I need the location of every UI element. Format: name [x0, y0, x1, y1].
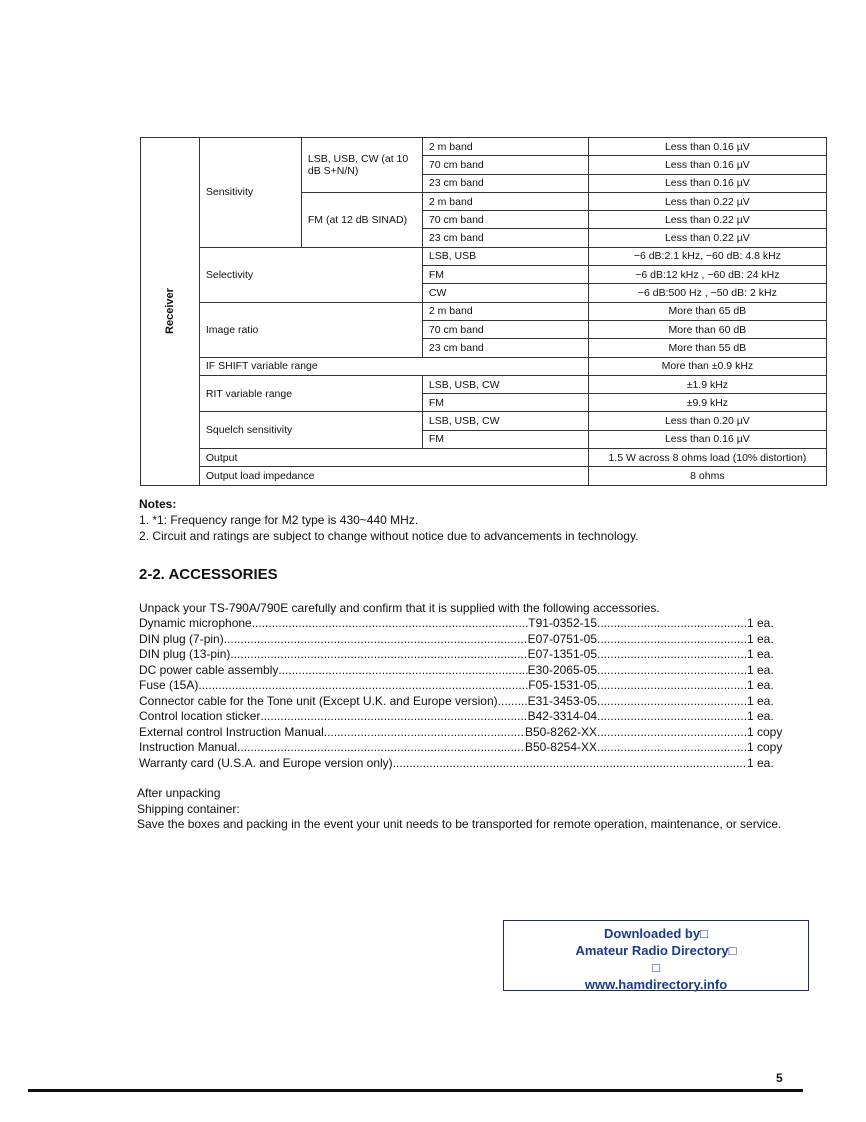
- value-cell: −6 dB:2.1 kHz, −60 dB: 4.8 kHz: [588, 247, 826, 265]
- leader-dots: [393, 756, 747, 772]
- mode-cell: LSB, USB, CW: [422, 375, 588, 393]
- mode-cell: CW: [422, 284, 588, 302]
- accessory-name: DC power cable assembly: [139, 662, 279, 677]
- value-cell: Less than 0.22 µV: [588, 211, 826, 229]
- after-unpacking: [137, 786, 797, 833]
- download-link[interactable]: www.hamdirectory.info: [584, 977, 728, 992]
- band-cell: 23 cm band: [422, 339, 588, 357]
- band-cell: 23 cm band: [422, 229, 588, 247]
- mode-cell: FM: [422, 430, 588, 448]
- leader-dots: [597, 740, 747, 756]
- leader-dots: [597, 725, 747, 741]
- quantity: 1 ea.: [747, 616, 774, 630]
- leader-dots: [230, 647, 527, 663]
- value-cell: ±9.9 kHz: [588, 394, 826, 412]
- image-ratio-label: Image ratio: [199, 302, 422, 357]
- ssb-condition: LSB, USB, CW (at 10 dB S+N/N): [301, 138, 422, 193]
- accessory-item: [139, 756, 789, 772]
- band-cell: 70 cm band: [422, 156, 588, 174]
- value-cell: Less than 0.16 µV: [588, 430, 826, 448]
- quantity: 1 ea.: [747, 693, 774, 708]
- after-heading: After unpacking: [137, 786, 221, 800]
- accessory-item: [139, 694, 789, 710]
- selectivity-label: Selectivity: [199, 247, 422, 302]
- accessory-item: [139, 663, 789, 679]
- sensitivity-label: Sensitivity: [199, 138, 301, 248]
- accessory-item: [139, 632, 789, 648]
- value-cell: 8 ohms: [588, 467, 826, 485]
- receiver-spec-table: [140, 137, 827, 486]
- mode-cell: LSB, USB: [422, 247, 588, 265]
- notes: [139, 496, 638, 544]
- band-cell: 2 m band: [422, 302, 588, 320]
- leader-dots: [260, 709, 527, 725]
- receiver-label: Receiver: [141, 138, 200, 486]
- footer-rule: [28, 1089, 803, 1092]
- part-number: B42-3314-04: [527, 709, 597, 723]
- accessory-name: Warranty card (U.S.A. and Europe version only): [139, 755, 393, 770]
- output-label: Output: [199, 449, 588, 467]
- quantity: 1 ea.: [747, 709, 774, 723]
- quantity: 1 ea.: [747, 631, 774, 646]
- band-cell: 70 cm band: [422, 211, 588, 229]
- accessory-item: [139, 647, 789, 663]
- leader-dots: [252, 616, 529, 632]
- accessories-intro: Unpack your TS-790A/790E carefully and confirm that it is supplied with the following accessories.: [139, 601, 660, 615]
- leader-dots: [324, 725, 525, 741]
- leader-dots: [224, 632, 528, 648]
- part-number: E07-0751-05: [527, 631, 597, 646]
- notes-heading: Notes:: [139, 497, 177, 511]
- part-number: E31-3453-05: [527, 693, 597, 708]
- accessory-name: Instruction Manual: [139, 740, 238, 754]
- quantity: 1 ea.: [747, 647, 774, 661]
- accessory-item: [139, 740, 789, 756]
- page-number: 5: [776, 1071, 783, 1085]
- leader-dots: [597, 678, 747, 694]
- mode-cell: FM: [422, 394, 588, 412]
- accessory-name: DIN plug (7-pin): [139, 631, 224, 646]
- accessories-list: [139, 616, 789, 771]
- quantity: 1 ea.: [747, 662, 774, 677]
- quantity: 1 ea.: [747, 678, 774, 692]
- accessory-item: [139, 709, 789, 725]
- part-number: B50-8262-XX: [524, 724, 597, 739]
- download-line: □: [652, 960, 660, 975]
- value-cell: Less than 0.16 µV: [588, 174, 826, 192]
- part-number: T91-0352-15: [528, 616, 597, 630]
- accessory-name: Dynamic microphone: [139, 616, 252, 630]
- part-number: F05-1531-05: [528, 678, 597, 692]
- accessory-item: [139, 725, 789, 741]
- value-cell: Less than 0.16 µV: [588, 138, 826, 156]
- value-cell: More than 60 dB: [588, 320, 826, 338]
- accessory-name: Connector cable for the Tone unit (Except U.K. and Europe version): [139, 693, 498, 708]
- download-line: Downloaded by□: [604, 926, 708, 941]
- accessory-name: External control Instruction Manual: [139, 724, 324, 739]
- leader-dots: [597, 694, 747, 710]
- part-number: E30-2065-05: [527, 662, 597, 677]
- part-number: E07-1351-05: [527, 647, 597, 661]
- value-cell: More than 65 dB: [588, 302, 826, 320]
- quantity: 1 copy: [747, 724, 783, 739]
- value-cell: Less than 0.22 µV: [588, 229, 826, 247]
- if-shift-label: IF SHIFT variable range: [199, 357, 588, 375]
- value-cell: More than 55 dB: [588, 339, 826, 357]
- band-cell: 70 cm band: [422, 320, 588, 338]
- value-cell: Less than 0.16 µV: [588, 156, 826, 174]
- leader-dots: [198, 678, 528, 694]
- accessory-item: [139, 616, 789, 632]
- mode-cell: FM: [422, 266, 588, 284]
- rit-label: RIT variable range: [199, 375, 422, 412]
- value-cell: 1.5 W across 8 ohms load (10% distortion): [588, 449, 826, 467]
- download-stamp: [503, 920, 809, 991]
- band-cell: 23 cm band: [422, 174, 588, 192]
- leader-dots: [597, 709, 747, 725]
- leader-dots: [597, 616, 747, 632]
- leader-dots: [498, 694, 528, 710]
- note-item: 1. *1: Frequency range for M2 type is 430~440 MHz.: [139, 513, 419, 527]
- value-cell: More than ±0.9 kHz: [588, 357, 826, 375]
- value-cell: ±1.9 kHz: [588, 375, 826, 393]
- accessory-name: Control location sticker: [139, 709, 261, 723]
- squelch-label: Squelch sensitivity: [199, 412, 422, 449]
- leader-dots: [597, 632, 747, 648]
- accessory-item: [139, 678, 789, 694]
- quantity: 1 ea.: [747, 755, 774, 770]
- value-cell: Less than 0.22 µV: [588, 192, 826, 210]
- leader-dots: [597, 647, 747, 663]
- part-number: B50-8254-XX: [524, 740, 597, 754]
- band-cell: 2 m band: [422, 192, 588, 210]
- value-cell: −6 dB:500 Hz , −50 dB: 2 kHz: [588, 284, 826, 302]
- download-line: Amateur Radio Directory□: [575, 943, 737, 958]
- leader-dots: [237, 740, 525, 756]
- value-cell: Less than 0.20 µV: [588, 412, 826, 430]
- shipping-heading: Shipping container:: [137, 801, 240, 816]
- impedance-label: Output load impedance: [199, 467, 588, 485]
- band-cell: 2 m band: [422, 138, 588, 156]
- quantity: 1 copy: [747, 740, 783, 754]
- mode-cell: LSB, USB, CW: [422, 412, 588, 430]
- shipping-text: Save the boxes and packing in the event your unit needs to be transported for remote operation, maintenance, or service.: [137, 817, 782, 831]
- value-cell: −6 dB:12 kHz , −60 dB: 24 kHz: [588, 266, 826, 284]
- section-title: 2-2. ACCESSORIES: [139, 566, 278, 583]
- leader-dots: [278, 663, 527, 679]
- fm-condition: FM (at 12 dB SINAD): [301, 192, 422, 247]
- note-item: 2. Circuit and ratings are subject to change without notice due to advancements in technology.: [139, 529, 639, 543]
- accessory-name: Fuse (15A): [139, 678, 199, 692]
- leader-dots: [597, 663, 747, 679]
- accessory-name: DIN plug (13-pin): [139, 647, 231, 661]
